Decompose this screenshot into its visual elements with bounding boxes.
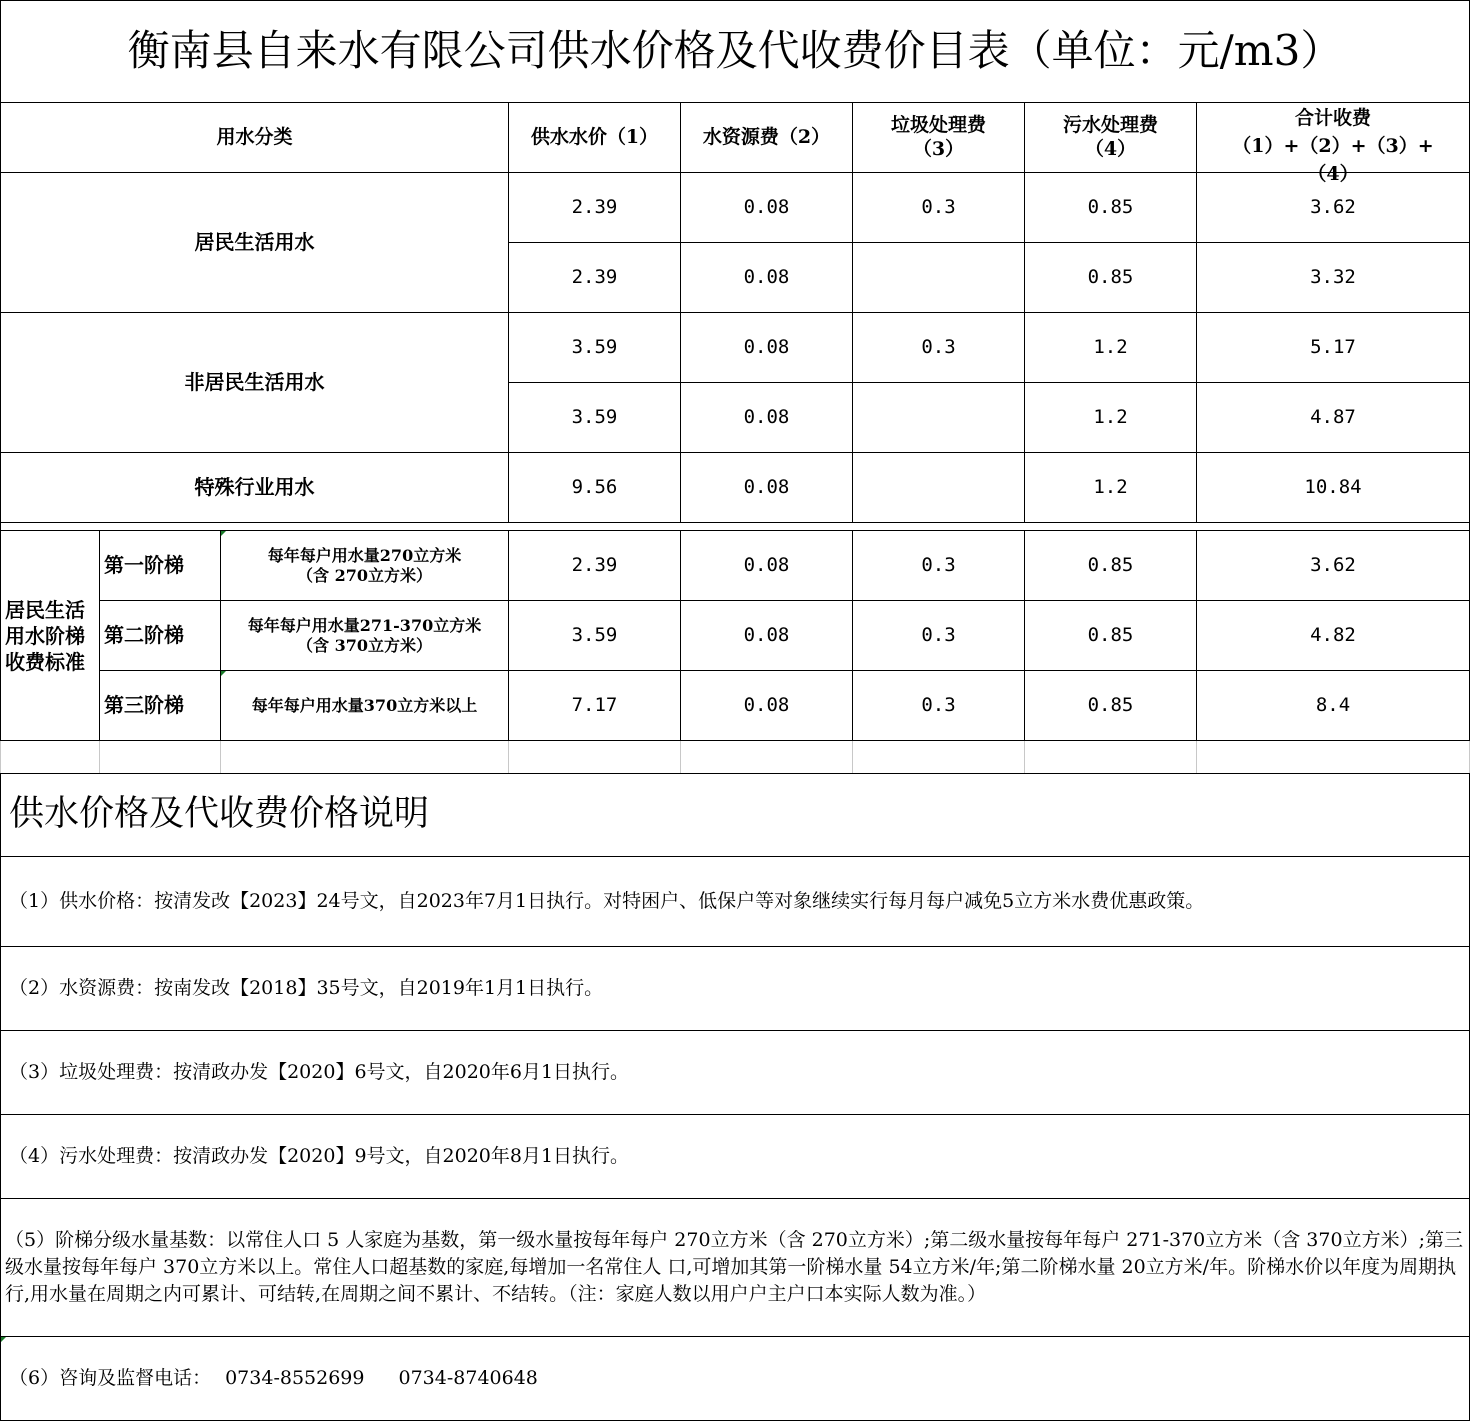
- nonresident-r2-total: 4.87: [1196, 382, 1470, 453]
- nonresident-r1-total: 5.17: [1196, 312, 1470, 383]
- tier2-desc: [220, 600, 509, 671]
- nonresident-r2-sewage: 1.2: [1024, 382, 1197, 453]
- resident-r2-resource: 0.08: [680, 242, 853, 313]
- nonresident-r1-resource: 0.08: [680, 312, 853, 383]
- note-3: （3）垃圾处理费：按清政办发【2020】6号文，自2020年6月1日执行。: [0, 1030, 1470, 1115]
- note-2: （2）水资源费：按南发改【2018】35号文，自2019年1月1日执行。: [0, 946, 1470, 1031]
- tier1-resource: 0.08: [680, 530, 853, 601]
- resident-r1-garbage: 0.3: [852, 172, 1025, 243]
- comment-marker: [221, 531, 226, 536]
- tier1-name: 第一阶梯: [99, 530, 221, 601]
- note-4: （4）污水处理费：按清政办发【2020】9号文，自2020年8月1日执行。: [0, 1114, 1470, 1199]
- empty-cell: [0, 741, 100, 774]
- empty-cell: [100, 741, 221, 774]
- tiers-group-text: 居民生活用水阶梯收费标准: [5, 597, 85, 674]
- special-label: 特殊行业用水: [0, 452, 509, 523]
- tier3-name: 第三阶梯: [99, 670, 221, 741]
- phone-1: 0734-8552699: [225, 1366, 365, 1389]
- header-total-line3: （4）: [1307, 162, 1359, 185]
- tier3-supply: 7.17: [508, 670, 681, 741]
- header-garbage: [852, 102, 1025, 173]
- tier1-sewage: 0.85: [1024, 530, 1197, 601]
- resident-r1-supply: 2.39: [508, 172, 681, 243]
- header-garbage-line1: 垃圾处理费: [890, 113, 986, 136]
- empty-cell: [221, 741, 509, 774]
- tier3-resource: 0.08: [680, 670, 853, 741]
- resident-r1-total: 3.62: [1196, 172, 1470, 243]
- note-5: （5）阶梯分级水量基数：以常住人口 5 人家庭为基数，第一级水量按每年每户 270立方米（含 270立方米）;第二级水量按每年每户 271-370立方米（含 370立方米）;第三级水量按每年每户 370立方米以上。常住人口超基数的家庭,每增加一名常住人 口,可增加其第一阶梯水量 54立方米/年;第二阶梯水量 20立方米/年。阶梯水价以年度为周期执行,用水量在周期之内可累计、可结转,在周期之间不累计、不结转。（注：家庭人数以用户户主户口本实际人数为准。）: [0, 1198, 1470, 1337]
- title-text: 衡南县自来水有限公司供水价格及代收费价目表（单位：元/m3）: [127, 26, 1343, 76]
- nonresident-r1-sewage: 1.2: [1024, 312, 1197, 383]
- tier2-supply: 3.59: [508, 600, 681, 671]
- empty-cell: [1025, 741, 1197, 774]
- special-total: 10.84: [1196, 452, 1470, 523]
- tier2-resource: 0.08: [680, 600, 853, 671]
- resident-r2-total: 3.32: [1196, 242, 1470, 313]
- note-1: （1）供水价格：按清发改【2023】24号文，自2023年7月1日执行。对特困户、低保户等对象继续实行每月每户减免5立方米水费优惠政策。: [0, 856, 1470, 947]
- special-sewage: 1.2: [1024, 452, 1197, 523]
- resident-label: 居民生活用水: [0, 172, 509, 313]
- header-sewage: [1024, 102, 1197, 173]
- empty-cell: [509, 741, 681, 774]
- tier1-desc-line1: 每年每户用水量270立方米: [267, 545, 462, 565]
- nonresident-label: 非居民生活用水: [0, 312, 509, 453]
- tier2-desc-line1: 每年每户用水量271-370立方米: [247, 615, 482, 635]
- tier2-total: 4.82: [1196, 600, 1470, 671]
- header-total-line1: 合计收费: [1294, 107, 1371, 129]
- header-sewage-line1: 污水处理费: [1062, 113, 1158, 136]
- resident-r2-garbage: [852, 242, 1025, 313]
- header-total: [1196, 102, 1470, 185]
- header-sewage-line2: （4）: [1084, 137, 1137, 160]
- tier1-supply: 2.39: [508, 530, 681, 601]
- tier3-garbage: 0.3: [852, 670, 1025, 741]
- phone-2: 0734-8740648: [398, 1366, 538, 1389]
- tier2-sewage: 0.85: [1024, 600, 1197, 671]
- tier3-total: 8.4: [1196, 670, 1470, 741]
- resident-r2-supply: 2.39: [508, 242, 681, 313]
- header-garbage-line2: （3）: [912, 137, 965, 160]
- empty-cell: [1197, 741, 1470, 774]
- nonresident-r1-supply: 3.59: [508, 312, 681, 383]
- tier2-garbage: 0.3: [852, 600, 1025, 671]
- nonresident-r2-supply: 3.59: [508, 382, 681, 453]
- resident-r1-resource: 0.08: [680, 172, 853, 243]
- tier2-desc-line2: （含 370立方米）: [297, 635, 432, 655]
- nonresident-r2-resource: 0.08: [680, 382, 853, 453]
- nonresident-r2-garbage: [852, 382, 1025, 453]
- tier1-total: 3.62: [1196, 530, 1470, 601]
- header-category: 用水分类: [0, 102, 509, 173]
- tier3-sewage: 0.85: [1024, 670, 1197, 741]
- note-6-label: （6）咨询及监督电话：: [9, 1366, 212, 1389]
- special-resource: 0.08: [680, 452, 853, 523]
- empty-cell: [681, 741, 853, 774]
- comment-marker: [221, 671, 226, 676]
- tier1-desc: [220, 530, 509, 601]
- resident-r2-sewage: 0.85: [1024, 242, 1197, 313]
- special-garbage: [852, 452, 1025, 523]
- notes-heading: 供水价格及代收费价格说明: [0, 773, 1470, 857]
- tiers-group-label: [0, 530, 100, 741]
- resident-r1-sewage: 0.85: [1024, 172, 1197, 243]
- tier2-name: 第二阶梯: [99, 600, 221, 671]
- header-total-line2: （1）+（2）+（3）+: [1232, 134, 1434, 157]
- tier1-desc-line2: （含 270立方米）: [297, 565, 432, 585]
- empty-cell: [853, 741, 1025, 774]
- note-6: [0, 1336, 1470, 1421]
- nonresident-r1-garbage: 0.3: [852, 312, 1025, 383]
- header-water-resource: 水资源费（2）: [680, 102, 853, 173]
- page-title: [0, 0, 1470, 103]
- tier1-garbage: 0.3: [852, 530, 1025, 601]
- header-supply-price: 供水水价（1）: [508, 102, 681, 173]
- tier3-desc: 每年每户用水量370立方米以上: [220, 670, 509, 741]
- special-supply: 9.56: [508, 452, 681, 523]
